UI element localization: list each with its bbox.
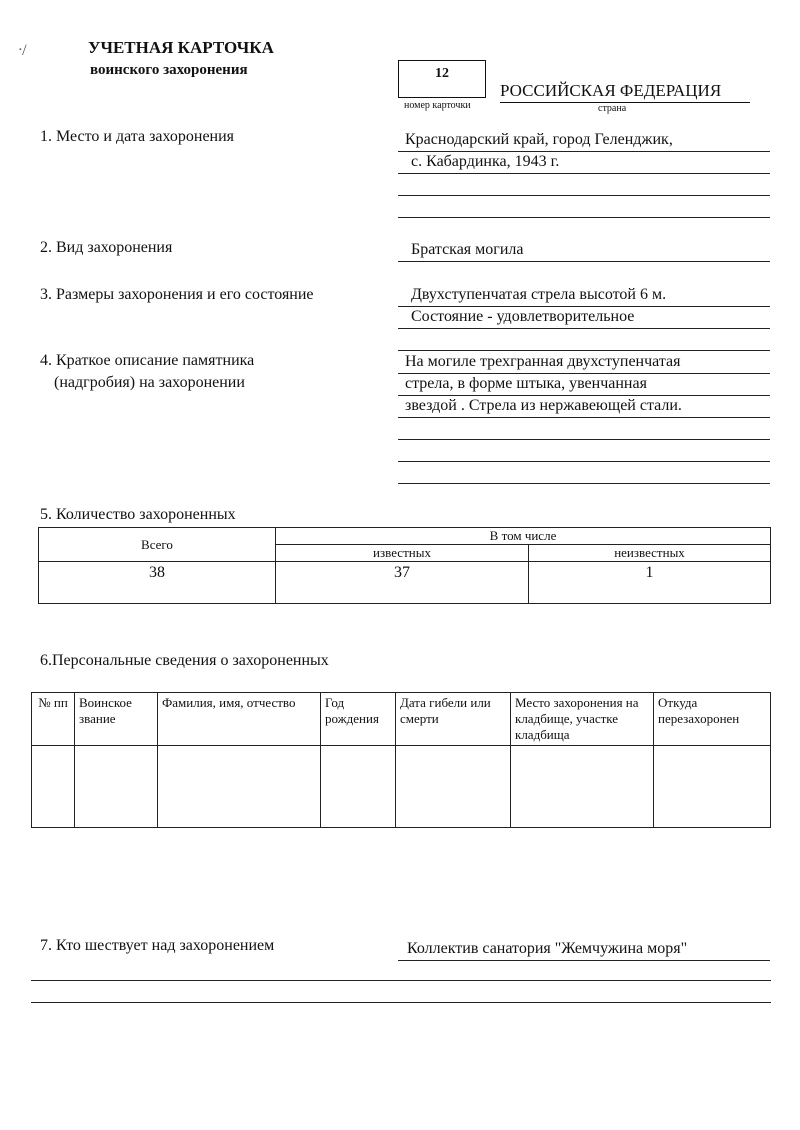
- header-reburied-from: Откуда перезахоронен: [654, 693, 771, 746]
- section6-label: 6.Персональные сведения о захороненных: [40, 652, 329, 669]
- card-title: УЧЕТНАЯ КАРТОЧКА: [88, 38, 274, 57]
- rule: [398, 328, 770, 329]
- header-birth-year: Год рождения: [321, 693, 396, 746]
- section1-label: 1. Место и дата захоронения: [40, 128, 235, 145]
- section1-line1: Краснодарский край, город Геленджик,: [405, 131, 673, 148]
- rule: [398, 195, 770, 196]
- rule: [398, 960, 770, 961]
- unknown-value: 1: [529, 562, 771, 604]
- header-death-date: Дата гибели или смерти: [396, 693, 511, 746]
- rule: [31, 1002, 771, 1003]
- section4-line3: звездой . Стрела из нержавеющей стали.: [405, 397, 682, 414]
- table-cell: [511, 746, 654, 828]
- section5-label: 5. Количество захороненных: [40, 506, 236, 523]
- section4-line2: стрела, в форме штыка, увенчанная: [405, 375, 647, 392]
- section4-label-line2: (надгробия) на захоронении: [54, 374, 245, 391]
- card-number-caption: номер карточки: [404, 100, 471, 111]
- rule: [398, 151, 770, 152]
- section4-label-line1: 4. Краткое описание памятника: [40, 352, 255, 369]
- card-number: 12: [435, 66, 449, 81]
- country-caption: страна: [598, 103, 627, 114]
- table-cell: [396, 746, 511, 828]
- section4-line1: На могиле трехгранная двухступенчатая: [405, 353, 681, 370]
- rule: [398, 417, 770, 418]
- section3-line1: Двухступенчатая стрела высотой 6 м.: [411, 286, 667, 303]
- section3-line2: Состояние - удовлетворительное: [411, 308, 635, 325]
- table-cell: [75, 746, 158, 828]
- card-subtitle: воинского захоронения: [90, 62, 248, 78]
- burial-count-table: [38, 527, 771, 604]
- rule: [398, 439, 770, 440]
- rule: [398, 217, 770, 218]
- col-unknown-header: неизвестных: [529, 545, 771, 562]
- header-number: № пп: [32, 693, 75, 746]
- known-value: 37: [276, 562, 529, 604]
- personal-data-table: [31, 692, 771, 828]
- col-total-header: Всего: [39, 528, 276, 562]
- col-including-header: В том числе: [276, 528, 771, 545]
- table-cell: [158, 746, 321, 828]
- rule: [398, 483, 770, 484]
- table-cell: [321, 746, 396, 828]
- header-burial-place: Место захоронения на кладбище, участке кладбища: [511, 693, 654, 746]
- section2-value: Братская могила: [411, 241, 524, 258]
- section7-value: Коллектив санатория "Жемчужина моря": [407, 940, 688, 957]
- rule: [31, 980, 771, 981]
- section2-label: 2. Вид захоронения: [40, 239, 173, 256]
- rule: [398, 373, 770, 374]
- rule: [398, 461, 770, 462]
- col-known-header: известных: [276, 545, 529, 562]
- table-cell: [32, 746, 75, 828]
- country: РОССИЙСКАЯ ФЕДЕРАЦИЯ: [500, 80, 750, 103]
- table-cell: [654, 746, 771, 828]
- header-rank: Воинское звание: [75, 693, 158, 746]
- total-value: 38: [39, 562, 276, 604]
- card-number-box: [398, 60, 486, 98]
- header-fullname: Фамилия, имя, отчество: [158, 693, 321, 746]
- section1-line2: с. Кабардинка, 1943 г.: [411, 153, 560, 170]
- rule: [398, 173, 770, 174]
- rule: [398, 395, 770, 396]
- section7-label: 7. Кто шествует над захоронением: [40, 937, 275, 954]
- rule: [398, 261, 770, 262]
- rule: [398, 350, 770, 351]
- section3-label: 3. Размеры захоронения и его состояние: [40, 286, 314, 303]
- handwritten-mark: ᐧ/: [18, 42, 27, 59]
- rule: [398, 306, 770, 307]
